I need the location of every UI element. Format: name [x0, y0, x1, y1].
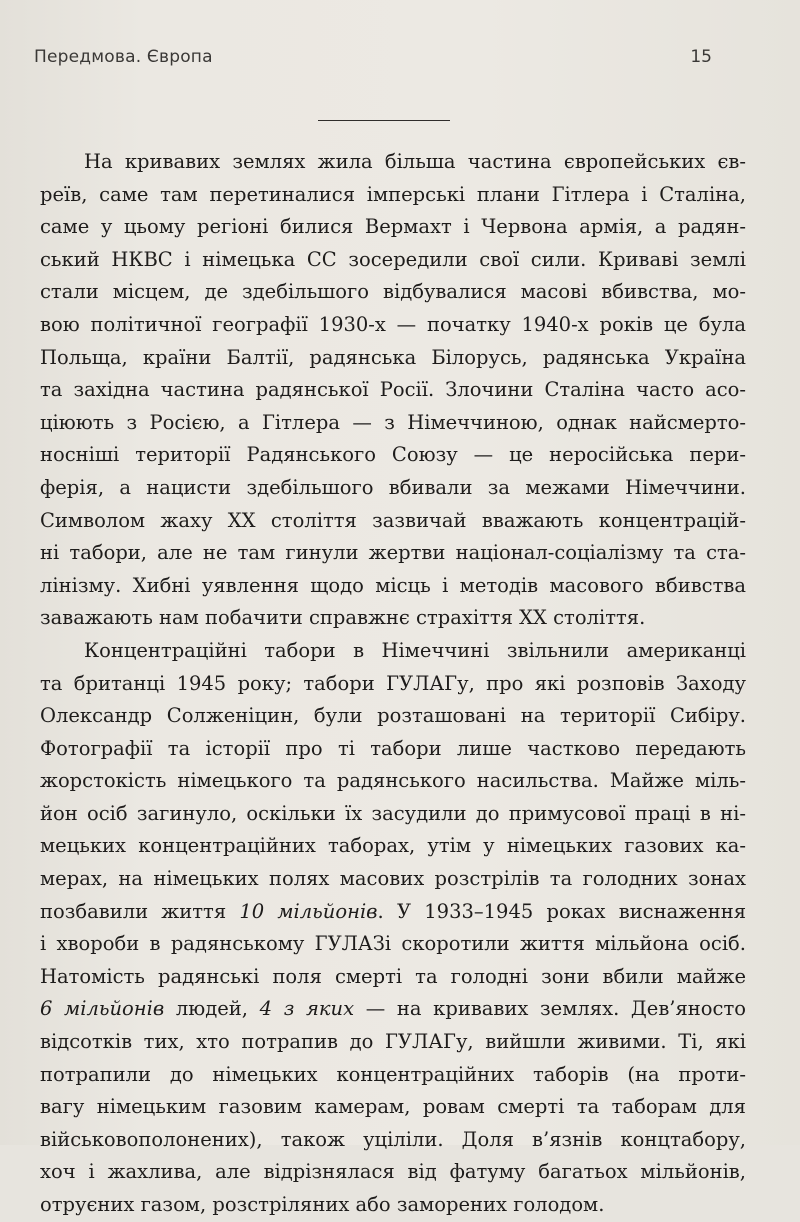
text-line: На кривавих землях жила більша частина європейських єв-	[84, 150, 746, 173]
text-line: та західна частина радянської Росії. Злочини Сталіна часто асо-	[40, 378, 746, 402]
text-line: мерах, на німецьких полях масових розстрілів та голодних зонах	[40, 867, 746, 891]
text-line: військовополонених), також уціліли. Доля в’язнів концтабору,	[40, 1127, 746, 1151]
text-line: вагу німецьким газовим камерам, ровам смерті та таборам для	[40, 1095, 746, 1119]
text-line: Концентраційні табори в Німеччині звільнили американці	[84, 638, 746, 662]
text-line: і хвороби в радянському ГУЛАЗі скоротили життя мільйона осіб.	[40, 932, 746, 956]
text-run: позбавили життя	[40, 899, 227, 923]
page-number: 15	[690, 47, 712, 67]
text-line: ський НКВС і німецька СС зосередили свої сили. Криваві землі	[40, 247, 746, 271]
text-line: відсотків тих, хто потрапив до ГУЛАГу, вийшли живими. Ті, які	[40, 1030, 746, 1054]
text-line: Польща, країни Балтії, радянська Білорусь, радянська Україна	[40, 345, 746, 369]
text-run: людей,	[164, 997, 260, 1021]
text-line: жорстокість німецького та радянського насильства. Майже міль-	[40, 769, 746, 793]
emphasis: 6 мільйонів	[40, 997, 165, 1021]
text-line: ціюють з Росією, а Гітлера — з Німеччиною, однак найсмерто-	[40, 410, 746, 434]
text-line: заважають нам побачити справжнє страхіття ХХ століття.	[40, 606, 646, 630]
text-line: стали місцем, де здебільшого відбувалися масові вбивства, мо-	[40, 280, 746, 304]
text-line-with-emphasis	[40, 896, 746, 929]
text-line: отруєних газом, розстріляних або заморених голодом.	[40, 1193, 605, 1216]
text-line-with-emphasis	[40, 993, 746, 1026]
text-line: реїв, саме там перетиналися імперські плани Гітлера і Сталіна,	[40, 182, 746, 206]
text-line: Символом жаху ХХ століття зазвичай вважають концентрацій-	[40, 508, 746, 532]
section-divider	[318, 120, 450, 121]
text-line: потрапили до німецьких концентраційних таборів (на проти-	[40, 1062, 746, 1086]
text-run: — на кривавих землях. Дев’яносто	[354, 997, 746, 1021]
body-text	[40, 146, 746, 1222]
text-run: . У 1933–1945 роках виснаження	[377, 899, 747, 923]
text-line: та британці 1945 року; табори ГУЛАГу, про які розповів Заходу	[40, 671, 746, 695]
text-line: ферія, а нацисти здебільшого вбивали за межами Німеччини.	[40, 475, 746, 499]
text-line: Олександр Солженіцин, були розташовані на території Сибіру.	[40, 704, 746, 728]
paragraph-2	[40, 635, 746, 1222]
text-line: лінізму. Хибні уявлення щодо місць і методів масового вбивства	[40, 573, 746, 597]
text-line: саме у цьому регіоні билися Вермахт і Червона армія, а радян-	[40, 215, 746, 239]
text-line: носніші території Радянського Союзу — це неросійська пери-	[40, 443, 746, 467]
text-line: хоч і жахлива, але відрізнялася від фатуму багатьох мільйонів,	[40, 1160, 746, 1184]
text-line: йон осіб загинуло, оскільки їх засудили до примусової праці в ні-	[40, 801, 746, 825]
text-line: мецьких концентраційних таборах, утім у німецьких газових ка-	[40, 834, 746, 858]
paragraph-1	[40, 146, 746, 635]
text-line: вою політичної географії 1930-х — початку 1940-х років це була	[40, 312, 746, 336]
text-line: Фотографії та історії про ті табори лише частково передають	[40, 736, 746, 760]
text-line: ні табори, але не там гинули жертви націонал-соціалізму та ста-	[40, 541, 746, 565]
emphasis: 4 з яких	[259, 997, 355, 1021]
running-title: Передмова. Європа	[34, 47, 213, 67]
emphasis: 10 мільйонів	[239, 899, 378, 923]
text-line: Натомість радянські поля смерті та голодні зони вбили майже	[40, 964, 746, 988]
